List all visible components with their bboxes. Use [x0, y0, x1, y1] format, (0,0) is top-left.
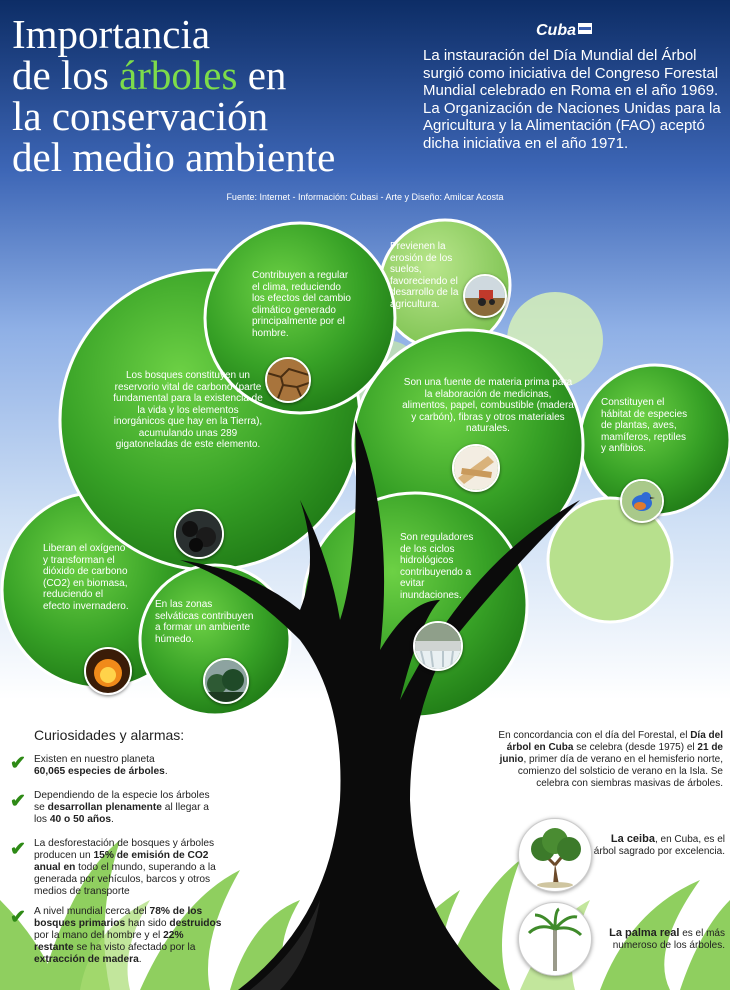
curiosidad-item: [34, 754, 254, 778]
dam-photo: [413, 621, 463, 671]
item-text: A nivel mundial cerca del: [34, 906, 150, 917]
title-highlight: árboles: [119, 52, 238, 98]
bird-photo: [620, 479, 664, 523]
cuba-text: , primer día de verano en el hemisferio norte, comienzo del solsticio de verano en la Isla. Se celebra con siembras masivas de árboles.: [517, 754, 723, 789]
cracked-earth-photo: [265, 357, 311, 403]
ceiba-tree-icon: [518, 818, 592, 892]
text-hidro: Son reguladores de los ciclos hidrológicos contribuyendo a evitar inundaciones.: [400, 532, 474, 601]
note-bold: La palma real: [609, 927, 680, 939]
item-bold: 22% restante: [34, 930, 184, 953]
curiosidad-item: [34, 838, 229, 898]
item-bold: extracción de madera: [34, 954, 139, 965]
item-bold: destruidos: [169, 918, 222, 929]
text-materia: Son una fuente de materia prima para la elaboración de medicinas, alimentos, papel, combustible (madera y carbón), fibras y otros materiales naturales.: [402, 377, 574, 434]
title-line: del medio ambiente: [12, 134, 336, 180]
text-humedo: En las zonas selváticas contribuyen a formar un ambiente húmedo.: [155, 599, 254, 645]
check-icon: ✔: [10, 839, 26, 860]
item-text: .: [138, 954, 142, 965]
text-habitat: Constituyen el hábitat de especies de plantas, aves, mamíferos, reptiles y anfibios.: [601, 397, 688, 454]
credit-line: Fuente: Internet - Información: Cubasi - Arte y Diseño: Amilcar Acosta: [226, 192, 504, 202]
cuba-text: se celebra (desde 1975) el: [573, 742, 698, 753]
text-clima: Contribuyen a regular el clima, reduciendo los efectos del cambio climático generado principalmente por el hombre.: [252, 270, 351, 339]
wood-planks-photo: [452, 444, 500, 492]
palma-note: [590, 927, 725, 952]
item-bold: desarrollan plenamente: [47, 802, 162, 813]
item-text: La desforestación de bosques y árboles producen un: [34, 838, 215, 861]
note-text: es el más numeroso de los árboles.: [612, 928, 725, 951]
intro-text: La instauración del Día Mundial del Árbol surgió como iniciativa del Congreso Forestal Mundial celebrado en Roma en el año 1969. La Organización de Naciones Unidas para la Agricultura y la Alimentación (FAO) aceptó dicha iniciativa en el año 1971.: [423, 47, 721, 152]
text-oxigeno: Liberan el oxígeno y transforman el dióxido de carbono (CO2) en biomasa, reduciendo el efecto invernadero.: [43, 543, 129, 612]
item-text: .: [111, 814, 114, 825]
text-erosion: Previenen la erosión de los suelos, favoreciendo el desarrollo de la agricultura.: [390, 241, 459, 310]
ceiba-note: [590, 833, 725, 858]
item-bold: 78% de los bosques primarios: [34, 906, 203, 929]
cuba-bold: 21 de junio: [499, 742, 723, 765]
text-carbono: Los bosques constituyen un reservorio vital de carbono (parte fundamental para la existencia de la vida y los elementos inorgánicos que hay en la Tierra), acumulando unas 289 gigatoneladas de este elemento.: [113, 370, 263, 450]
item-text: .: [164, 766, 168, 777]
title-line: la conservación: [12, 93, 269, 139]
jungle-photo: [203, 658, 249, 704]
item-bold: 60,065 especies de árboles: [34, 766, 165, 777]
check-icon: ✔: [10, 753, 26, 774]
item-text: todo el mundo, superando a la generada por vehículos, barcos y otros medios de transporte: [34, 862, 216, 897]
cubasi-logo: [536, 22, 592, 40]
curiosidad-item: [34, 790, 214, 826]
item-text: Existen en nuestro planeta: [34, 754, 155, 765]
dia-arbol-cuba-text: [498, 730, 723, 790]
check-icon: ✔: [10, 791, 26, 812]
item-text: Dependiendo de la especie los árboles se: [34, 790, 210, 813]
logo-text: Cuba: [536, 22, 576, 39]
item-text: al llegar a los: [34, 802, 209, 825]
item-bold: 40 o 50 años: [49, 814, 112, 825]
cuba-text: En concordancia con el día del Forestal, el: [498, 730, 691, 741]
item-text: por la mano del hombre y el: [34, 930, 164, 941]
title-line: Importancia: [12, 11, 211, 57]
fire-photo: [84, 647, 132, 695]
cuba-bold: Día del árbol en Cuba: [506, 730, 723, 753]
note-bold: La ceiba: [610, 833, 655, 845]
page-title: [12, 11, 412, 180]
tractor-photo: [463, 274, 507, 318]
item-bold: 15% de emisión de CO2 anual en: [34, 850, 209, 873]
curiosidades-heading: Curiosidades y alarmas:: [34, 727, 185, 743]
title-line: de los: [12, 52, 120, 98]
note-text: , en Cuba, es el árbol sagrado por excelencia.: [593, 834, 725, 857]
item-text: se ha visto afectado por la: [73, 942, 196, 953]
item-text: han sido: [125, 918, 170, 929]
title-line: en: [237, 52, 287, 98]
coal-photo: [174, 509, 224, 559]
check-icon: ✔: [10, 907, 26, 928]
palma-tree-icon: [518, 902, 592, 976]
curiosidad-item: [34, 906, 224, 966]
flag-icon: [578, 23, 592, 34]
